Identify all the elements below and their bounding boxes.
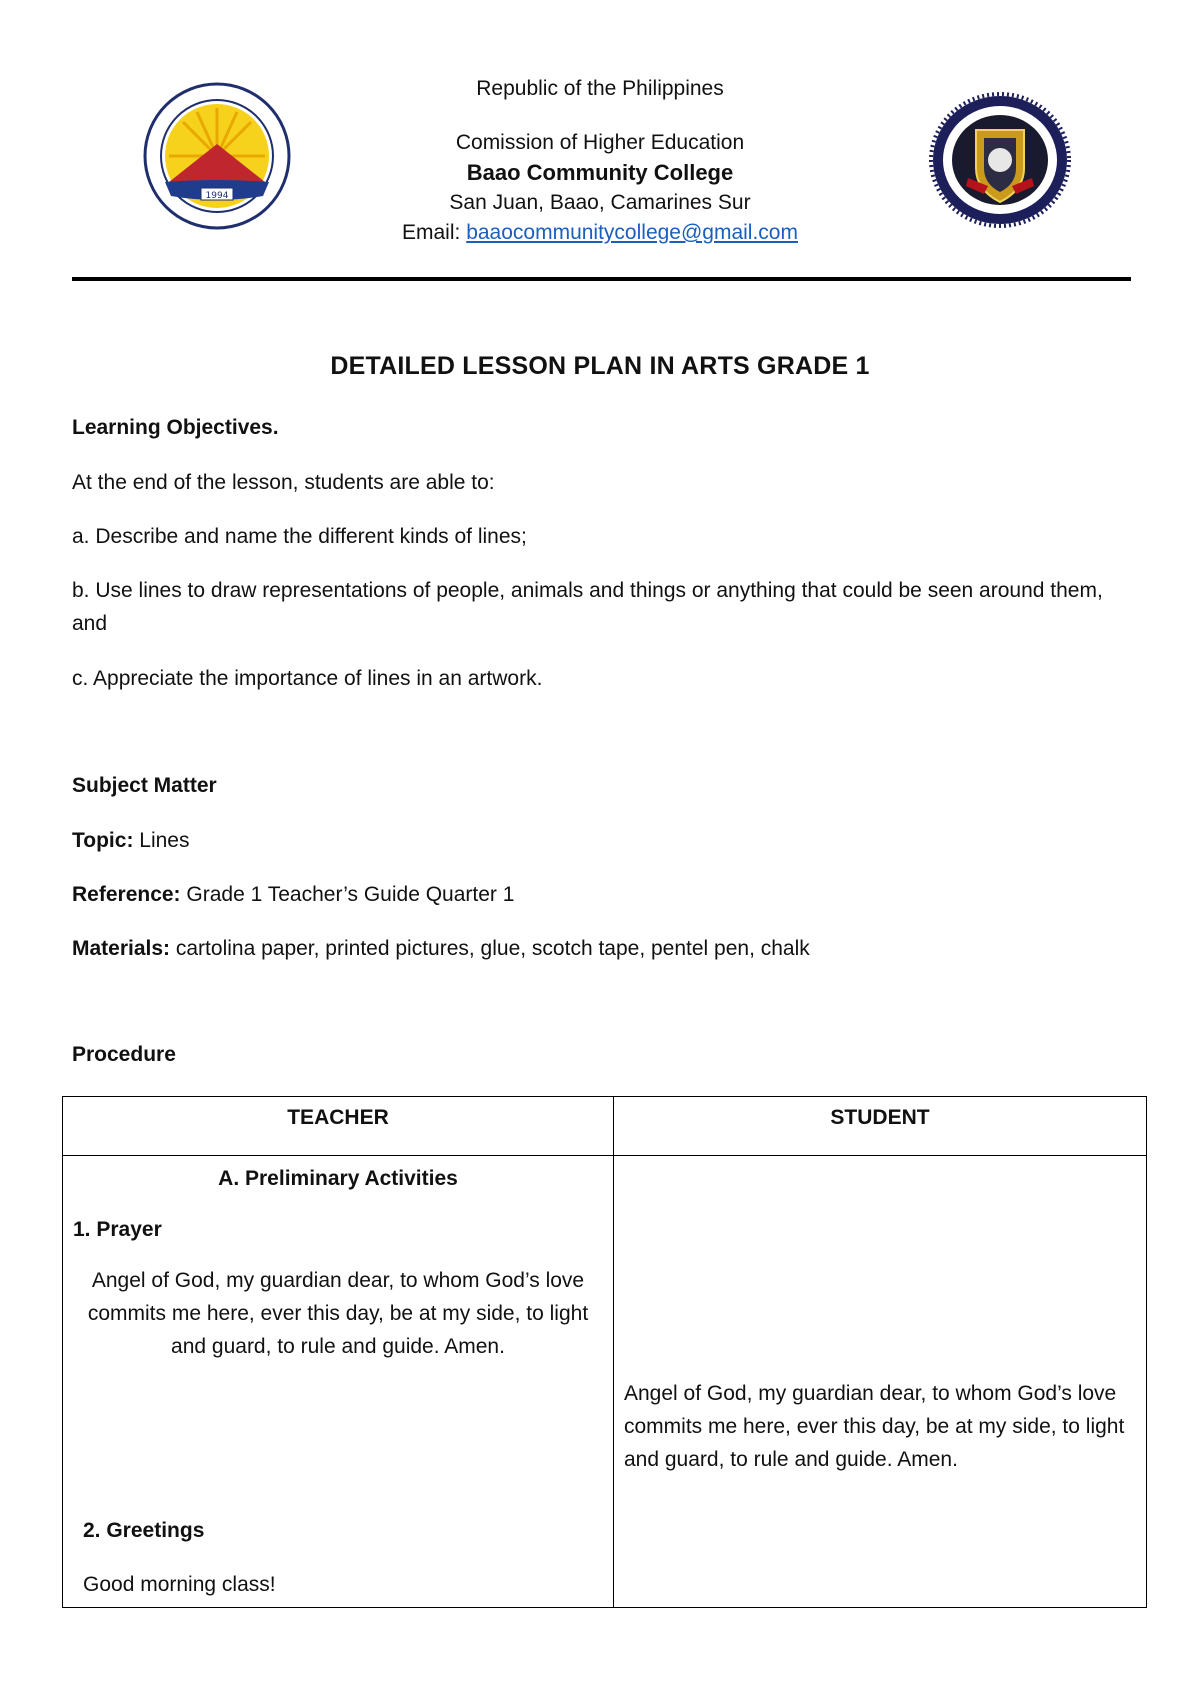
preliminary-activities-heading: A. Preliminary Activities (218, 1167, 458, 1190)
table-row (63, 1156, 1147, 1608)
objective-a: a. Describe and name the different kinds of lines; (72, 525, 527, 548)
objective-c: c. Appreciate the importance of lines in an artwork. (72, 667, 543, 690)
address-line: San Juan, Baao, Camarines Sur (449, 191, 751, 214)
objectives-heading: Learning Objectives. (72, 416, 279, 439)
republic-line: Republic of the Philippines (476, 77, 724, 100)
subject-matter-heading: Subject Matter (72, 774, 217, 797)
procedure-table (62, 1096, 1147, 1608)
institution-header (350, 74, 850, 248)
materials-value: cartolina paper, printed pictures, glue, scotch tape, pentel pen, chalk (170, 937, 810, 960)
materials-label: Materials: (72, 937, 171, 960)
ched-seal-logo (143, 82, 291, 230)
college-name: Baao Community College (466, 160, 734, 185)
commission-line: Comission of Higher Education (455, 131, 745, 154)
objectives-intro: At the end of the lesson, students are able to: (72, 471, 495, 494)
prayer-heading: 1. Prayer (73, 1218, 162, 1241)
table-header-row (63, 1097, 1147, 1156)
header-divider (72, 277, 1131, 281)
greetings-text: Good morning class! (83, 1573, 276, 1596)
greetings-heading: 2. Greetings (83, 1519, 205, 1542)
reference-line (72, 878, 514, 911)
reference-label: Reference: (72, 883, 181, 906)
student-cell (614, 1156, 1147, 1608)
email-label: Email: (402, 221, 467, 244)
procedure-heading: Procedure (72, 1043, 176, 1066)
seal-year: 1994 (205, 191, 229, 201)
college-seal-logo (928, 90, 1073, 230)
student-column-header: STUDENT (614, 1097, 1147, 1156)
teacher-prayer-text: Angel of God, my guardian dear, to whom God’s love commits me here, ever this day, be at my side, to light and guard, to rule and guide. Amen. (87, 1269, 589, 1358)
page-title: DETAILED LESSON PLAN IN ARTS GRADE 1 (330, 352, 870, 380)
teacher-column-header: TEACHER (63, 1097, 614, 1156)
topic-line (72, 824, 189, 857)
topic-value: Lines (133, 829, 190, 852)
header-spacer (350, 104, 850, 128)
reference-value: Grade 1 Teacher’s Guide Quarter 1 (180, 883, 515, 906)
teacher-cell (63, 1156, 614, 1608)
student-prayer-text: Angel of God, my guardian dear, to whom God’s love commits me here, ever this day, be at my side, to light and guard, to rule and guide. Amen. (624, 1382, 1125, 1471)
materials-line (72, 932, 810, 965)
objective-b: b. Use lines to draw representations of people, animals and things or anything that could be seen around them, and (72, 579, 1103, 635)
email-link[interactable]: baaocommunitycollege@gmail.com (466, 221, 798, 244)
topic-label: Topic: (72, 829, 134, 852)
email-line (350, 218, 850, 248)
